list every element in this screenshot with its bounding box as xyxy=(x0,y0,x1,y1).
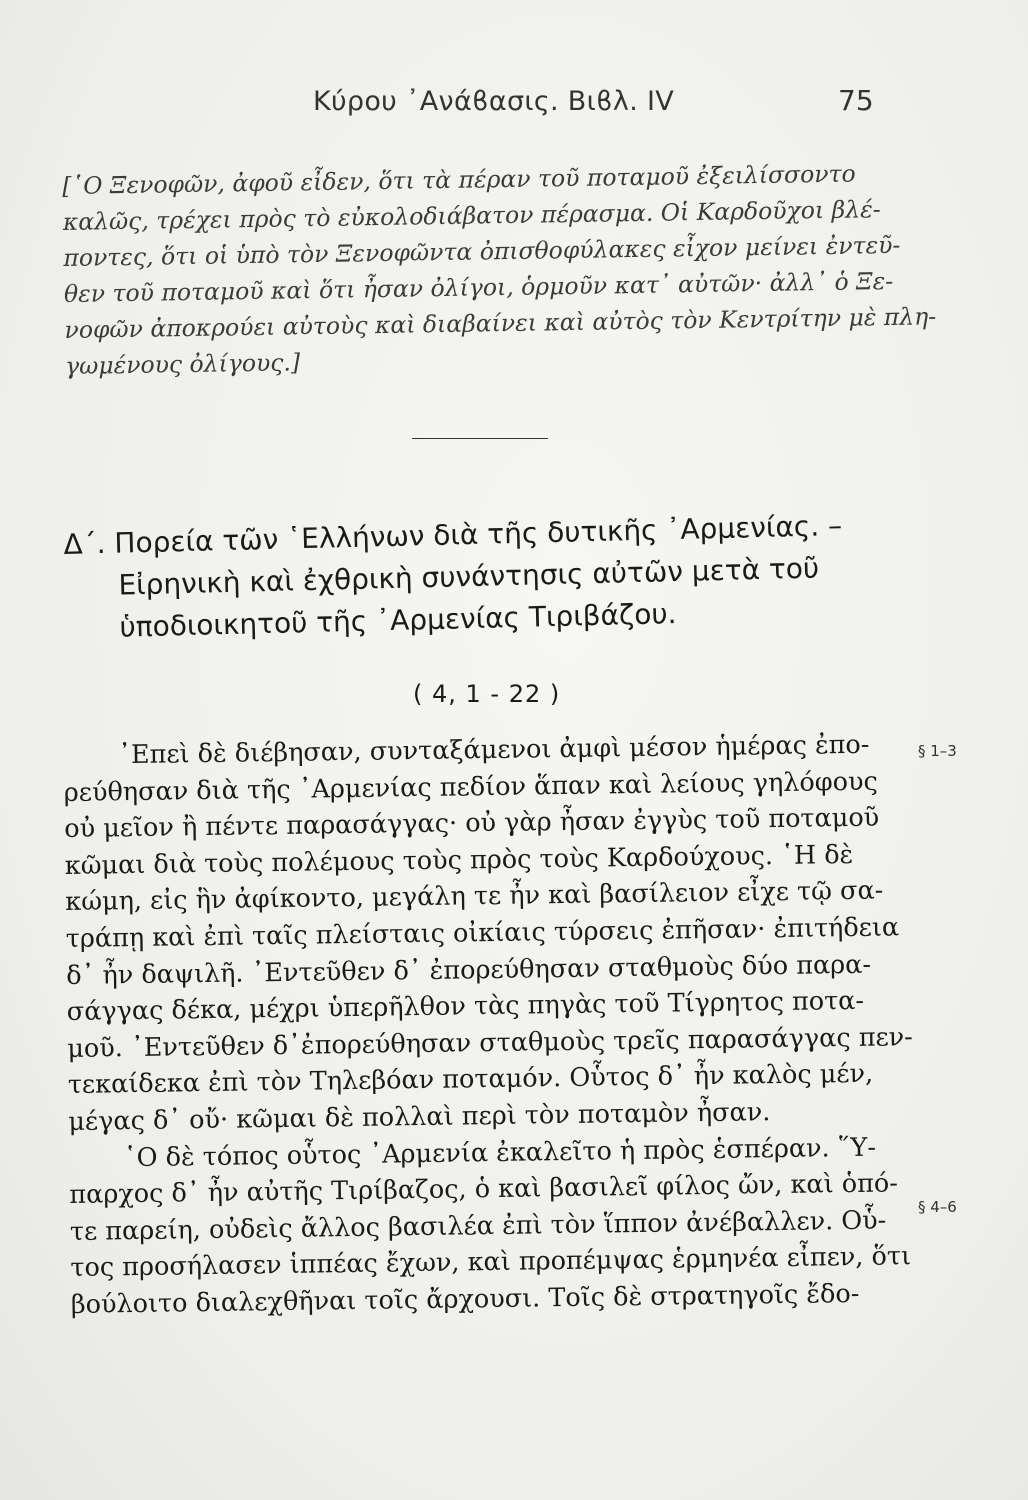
margin-section-ref: § 1–3 xyxy=(918,742,957,760)
text-line: δ᾿ ἦν δαψιλῆ. ᾿Εντεῦθεν δ᾿ ἐπορεύθησαν σταθμοὺς δύο παρα- xyxy=(66,949,872,991)
text-line: οὐ μεῖον ἢ πέντε παρασάγγας· οὐ γὰρ ἦσαν ἐγγὺς τοῦ ποταμοῦ xyxy=(64,802,880,845)
section-heading xyxy=(63,503,926,650)
text-line: τος προσήλασεν ἱππέας ἔχων, καὶ προπέμψας ἑρμηνέα εἶπεν, ὅτι xyxy=(70,1241,912,1284)
chapter-summary xyxy=(62,155,937,384)
text-line: βούλοιτο διαλεχθῆναι τοῖς ἄρχουσι. Τοῖς δὲ στρατηγοῖς ἔδο- xyxy=(70,1278,860,1320)
passage-range: ( 4, 1 - 22 ) xyxy=(413,680,561,708)
text-line: κῶμαι διὰ τοὺς πολέμους τοὺς πρὸς τοὺς Καρδούχους. ῾Η δὲ xyxy=(64,839,854,881)
running-title: Κύρου ᾿Ανάϐασις. Βιϐλ. IV xyxy=(313,86,675,117)
text-line: κώμη, εἰς ἣν ἀφίκοντο, μεγάλη τε ἦν καὶ βασίλειον εἶχε τῷ σα- xyxy=(65,875,884,918)
text-line: ᾿Επεὶ δὲ διέβησαν, συνταξάμενοι ἀμφὶ μέσον ἡμέρας ἐπο- xyxy=(118,729,870,771)
text-line: τράπῃ καὶ ἐπὶ ταῖς πλείσταις οἰκίαις τύρσεις ἐπῆσαν· ἐπιτήδεια xyxy=(65,912,900,954)
section-divider xyxy=(412,438,548,439)
text-line: ρεύθησαν διὰ τῆς ᾿Αρμενίας πεδίον ἅπαν καὶ λείους γηλόφους xyxy=(63,766,878,808)
summary-line: νοφῶν ἀποκρούει αὐτοὺς καὶ διαβαίνει καὶ αὐτὸς τὸν Κεντρίτην μὲ πλη- xyxy=(64,302,937,344)
margin-section-ref: § 4–6 xyxy=(918,1198,957,1216)
summary-line: θεν τοῦ ποταμοῦ καὶ ὅτι ἦσαν ὀλίγοι, ὁρμοῦν κατ᾿ αὐτῶν· ἀλλ᾿ ὁ Ξε- xyxy=(63,266,894,308)
summary-line: ποντες, ὅτι οἱ ὑπὸ τὸν Ξενοφῶντα ὀπισθοφύλακες εἶχον μείνει ἐντεῦ- xyxy=(63,230,901,272)
text-line: σάγγας δέκα, μέχρι ὑπερῆλθον τὰς πηγὰς τοῦ Τίγρητος ποτα- xyxy=(66,985,865,1028)
summary-line: [῾Ο Ξενοφῶν, ἀφοῦ εἶδεν, ὅτι τὰ πέραν τοῦ ποταμοῦ ἐξειλίσσοντο xyxy=(62,159,856,200)
summary-line: γωμένους ὀλίγους.] xyxy=(64,348,301,380)
greek-text xyxy=(63,726,921,1323)
text-line: τεκαίδεκα ἐπὶ τὸν Τηλεβόαν ποταμόν. Οὗτος δ᾿ ἦν καλὸς μέν, xyxy=(67,1059,874,1101)
page-number: 75 xyxy=(838,84,874,117)
text-line: μέγας δ᾿ οὔ· κῶμαι δὲ πολλαὶ περὶ τὸν ποταμὸν ἦσαν. xyxy=(68,1097,771,1137)
heading-line: Δ΄. Πορεία τῶν ῾Ελλήνων διὰ τῆς δυτικῆς ᾿Αρμενίας. – xyxy=(63,508,843,561)
text-line: τε παρείη, οὐδεὶς ἄλλος βασιλέα ἐπὶ τὸν ἵππον ἀνέβαλλεν. Οὗ- xyxy=(69,1205,887,1247)
summary-line: καλῶς, τρέχει πρὸς τὸ εὐκολοδιάβατον πέρασμα. Οἱ Καρδοῦχοι βλέ- xyxy=(62,195,881,236)
text-line: μοῦ. ᾿Εντεῦθεν δ᾿ἐπορεύθησαν σταθμοὺς τρεῖς παρασάγγας πεν- xyxy=(67,1021,914,1064)
heading-line: Εἰρηνικὴ καὶ ἐχθρικὴ συνάντησις αὐτῶν μετὰ τοῦ xyxy=(118,551,820,602)
text-line: ῾Ο δὲ τόπος οὗτος ᾿Αρμενία ἐκαλεῖτο ἡ πρὸς ἑσπέραν. ῞Υ- xyxy=(123,1132,877,1173)
text-line: παρχος δ᾿ ἦν αὐτῆς Τιρίβαζος, ὁ καὶ βασιλεῖ φίλος ὤν, καὶ ὁπό- xyxy=(69,1168,899,1211)
heading-line: ὑποδιοικητοῦ τῆς ᾿Αρμενίας Τιριβάζου. xyxy=(119,597,677,644)
